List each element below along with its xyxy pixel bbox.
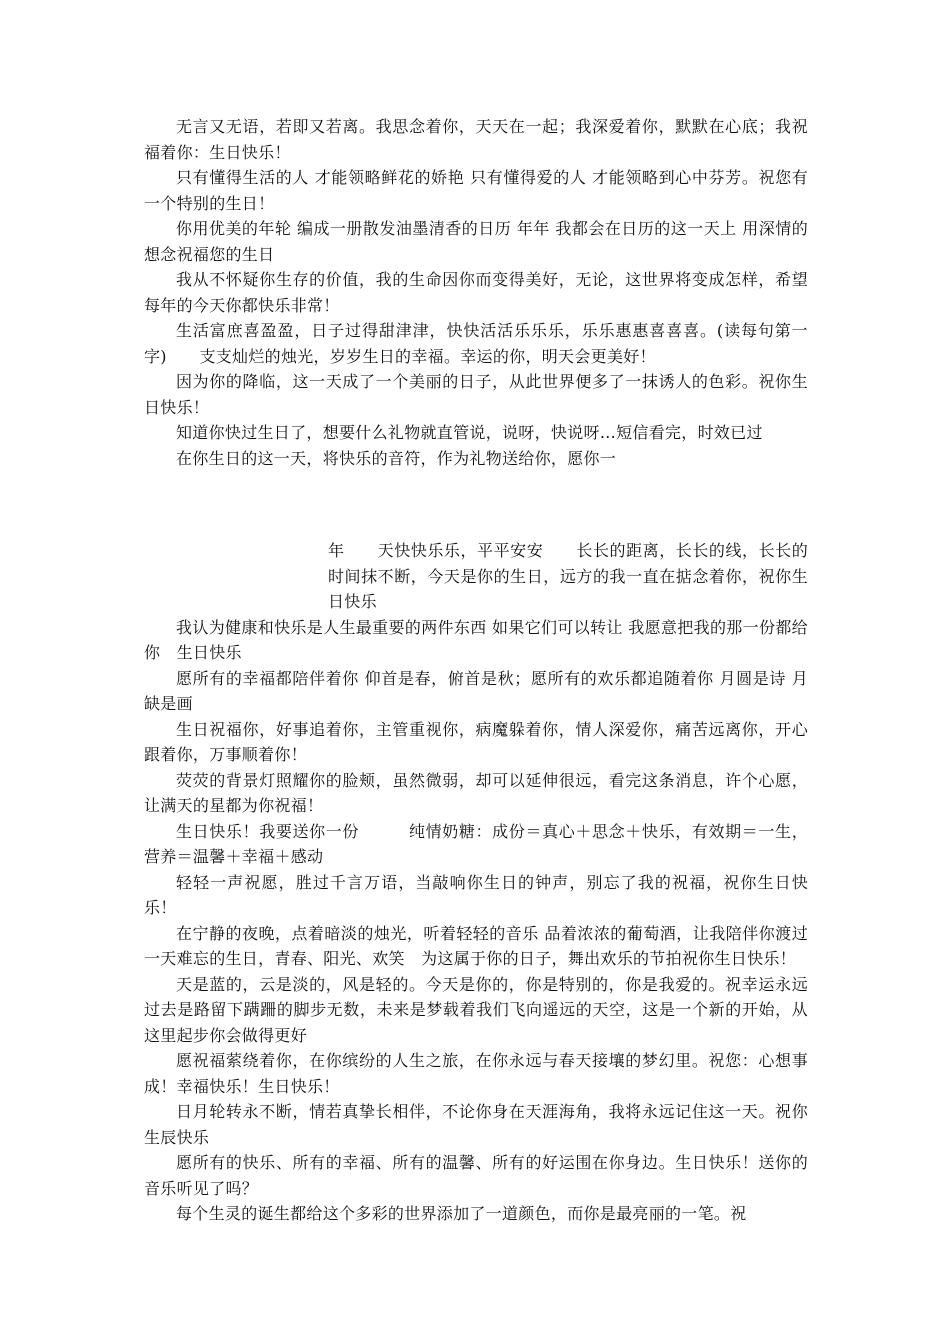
paragraph: 愿所有的快乐、所有的幸福、所有的温馨、所有的好运围在你身边。生日快乐！送你的音乐听见了吗？ (144, 1153, 808, 1198)
paragraph: 无言又无语，若即又若离。我思念着你，天天在一起；我深爱着你，默默在心底；我祝福着你：生日快乐！ (144, 117, 808, 162)
paragraph: 愿所有的幸福都陪伴着你 仰首是春，俯首是秋；愿所有的欢乐都追随着你 月圆是诗 月缺是画 (144, 668, 808, 713)
paragraph: 生活富庶喜盈盈，日子过得甜津津，快快活活乐乐乐，乐乐惠惠喜喜喜。(读每句第一字) 支支灿烂的烛光，岁岁生日的幸福。幸运的你，明天会更美好！ (144, 321, 808, 366)
paragraph: 日月轮转永不断，情若真挚长相伴，不论你身在天涯海角，我将永远记住这一天。祝你生辰快乐 (144, 1102, 808, 1147)
paragraph: 在宁静的夜晚，点着暗淡的烛光，听着轻轻的音乐 品着浓浓的葡萄酒，让我陪伴你渡过一天难忘的生日，青春、阳光、欢笑 为这属于你的日子，舞出欢乐的节拍祝你生日快乐！ (144, 923, 808, 968)
paragraph: 每个生灵的诞生都给这个多彩的世界添加了一道颜色，而你是最亮丽的一笔。祝 (176, 1204, 747, 1223)
paragraph: 荧荧的背景灯照耀你的脸颊，虽然微弱，却可以延伸很远，看完这条消息，许个心愿，让满天的星都为你祝福！ (144, 770, 808, 815)
paragraph: 你用优美的年轮 编成一册散发油墨清香的日历 年年 我都会在日历的这一天上 用深情的想念祝福您的生日 (144, 219, 808, 264)
paragraph: 只有懂得生活的人 才能领略鲜花的娇艳 只有懂得爱的人 才能领略到心中芬芳。祝您有一个特别的生日！ (144, 168, 808, 213)
paragraph: 轻轻一声祝愿，胜过千言万语，当敲响你生日的钟声，别忘了我的祝福，祝你生日快乐！ (144, 872, 808, 917)
paragraph: 我从不怀疑你生存的价值，我的生命因你而变得美好，无论，这世界将变成怎样，希望每年的今天你都快乐非常！ (144, 270, 808, 315)
paragraph: 生日祝福你，好事追着你，主管重视你，病魔躲着你，情人深爱你，痛苦远离你，开心跟着你，万事顺着你！ (144, 719, 808, 764)
paragraph: 我认为健康和快乐是人生最重要的两件东西 如果它们可以转让 我愿意把我的那一份都给你 生日快乐 (144, 617, 808, 662)
paragraph: 生日快乐！我要送你一份 纯情奶糖：成份＝真心＋思念＋快乐，有效期＝一生，营养＝温馨＋幸福＋感动 (144, 821, 808, 866)
text-block-upper (144, 114, 808, 471)
paragraph: 在你生日的这一天，将快乐的音符，作为礼物送给你，愿你一 (176, 448, 617, 468)
paragraph: 愿祝福萦绕着你，在你缤纷的人生之旅，在你永远与春天接壤的梦幻里。祝您：心想事成！幸福快乐！生日快乐！ (144, 1051, 808, 1096)
paragraph-continued: 年 天快快乐乐，平平安安 长长的距离，长长的线，长长的时间抹不断，今天是你的生日，远方的我一直在掂念着你，祝你生日快乐 (328, 541, 808, 611)
paragraph: 因为你的降临，这一天成了一个美丽的日子，从此世界便多了一抹诱人的色彩。祝你生日快乐！ (144, 372, 808, 417)
paragraph: 知道你快过生日了，想要什么礼物就直管说，说呀，快说呀…短信看完，时效已过 (176, 423, 763, 442)
text-block-lower (144, 538, 808, 1227)
paragraph: 天是蓝的，云是淡的，风是轻的。今天是你的，你是特别的，你是我爱的。祝幸运永远 过去是路留下蹒跚的脚步无数，未来是梦载着我们飞向遥远的天空，这是一个新的开始，从这里起步你会做得更好 (144, 974, 808, 1045)
